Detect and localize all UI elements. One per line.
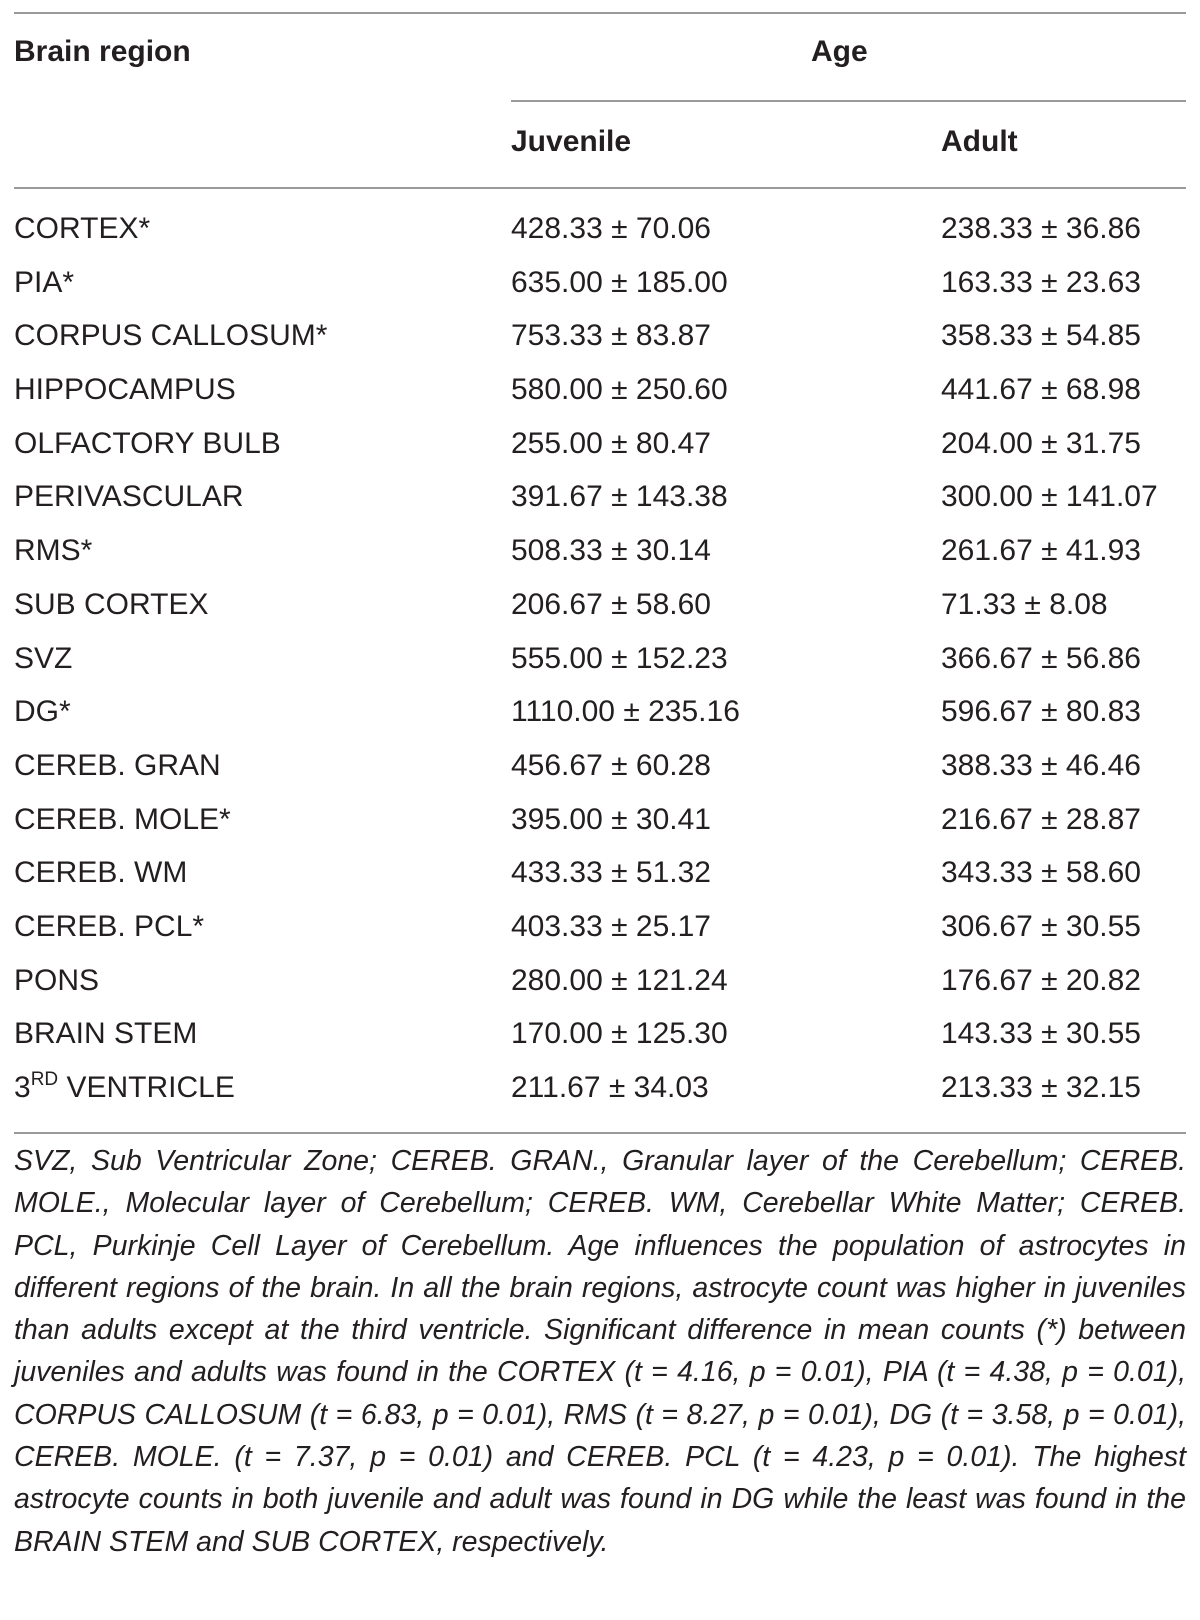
adult-cell: 388.33 ± 46.46 [941, 748, 1141, 782]
adult-cell: 213.33 ± 32.15 [941, 1071, 1141, 1104]
header-bottom-rule [14, 187, 1186, 189]
adult-cell: 306.67 ± 30.55 [941, 909, 1141, 943]
table-row [14, 309, 1186, 363]
juvenile-cell: 403.33 ± 25.17 [511, 909, 711, 943]
table-row [14, 632, 1186, 686]
table-row [14, 578, 1186, 632]
juvenile-cell: 255.00 ± 80.47 [511, 426, 711, 460]
table-body [14, 202, 1186, 1115]
table-row [14, 256, 1186, 310]
table-footnote: SVZ, Sub Ventricular Zone; CEREB. GRAN., Granular layer of the Cerebellum; CEREB. MOLE., Molecular layer of Cerebellum; CEREB. WM, Cerebellar White Matter; CEREB. PCL, Purkinje Cell Layer of Cerebellum. Age influences the population of astrocytes in different regions of the brain. In all the brain regions, astrocyte count was higher in juveniles than adults except at the third ventricle. Significant difference in mean counts (*) between juveniles and adults was found in the CORTEX (t = 4.16, p = 0.01), PIA (t = 4.38, p = 0.01), CORPUS CALLOSUM (t = 6.83, p = 0.01), RMS (t = 8.27, p = 0.01), DG (t = 3.58, p = 0.01), CEREB. MOLE. (t = 7.37, p = 0.01) and CEREB. PCL (t = 4.23, p = 0.01). The highest astrocyte counts in both juvenile and adult was found in DG while the least was found in the BRAIN STEM and SUB CORTEX, respectively. [14, 1145, 1186, 1558]
adult-cell: 216.67 ± 28.87 [941, 802, 1141, 836]
table-row [14, 793, 1186, 847]
region-cell: CORPUS CALLOSUM* [14, 319, 328, 353]
adult-cell: 358.33 ± 54.85 [941, 319, 1141, 353]
adult-cell: 596.67 ± 80.83 [941, 695, 1141, 729]
region-ordinal-number: 3 [14, 1071, 31, 1104]
juvenile-cell: 280.00 ± 121.24 [511, 963, 728, 997]
region-cell: PIA* [14, 265, 75, 299]
adult-cell: 71.33 ± 8.08 [941, 587, 1108, 621]
juvenile-cell: 211.67 ± 34.03 [511, 1071, 709, 1104]
adult-cell: 441.67 ± 68.98 [941, 373, 1141, 407]
region-cell: RMS* [14, 534, 93, 568]
table-row [14, 470, 1186, 524]
region-cell: CEREB. WM [14, 856, 188, 890]
juvenile-cell: 428.33 ± 70.06 [511, 212, 711, 245]
table-row [14, 524, 1186, 578]
juvenile-cell: 170.00 ± 125.30 [511, 1017, 728, 1051]
region-cell: DG* [14, 695, 71, 729]
header-brain-region: Brain region [14, 35, 191, 68]
adult-cell: 176.67 ± 20.82 [941, 963, 1141, 997]
juvenile-cell: 395.00 ± 30.41 [511, 802, 711, 836]
region-cell: PERIVASCULAR [14, 480, 244, 514]
juvenile-cell: 753.33 ± 83.87 [511, 319, 711, 353]
region-cell [14, 1061, 235, 1115]
juvenile-cell: 635.00 ± 185.00 [511, 265, 728, 299]
adult-cell: 261.67 ± 41.93 [941, 534, 1141, 568]
juvenile-cell: 1110.00 ± 235.16 [511, 695, 740, 729]
juvenile-cell: 555.00 ± 152.23 [511, 641, 728, 675]
adult-cell: 343.33 ± 58.60 [941, 856, 1141, 890]
juvenile-cell: 508.33 ± 30.14 [511, 534, 711, 568]
adult-cell: 204.00 ± 31.75 [941, 426, 1141, 460]
table-row [14, 954, 1186, 1008]
region-cell: HIPPOCAMPUS [14, 373, 236, 407]
region-cell: CORTEX* [14, 212, 151, 245]
table-row [14, 363, 1186, 417]
table-row [14, 417, 1186, 471]
region-name-rest: VENTRICLE [58, 1071, 235, 1104]
header-adult: Adult [941, 125, 1018, 158]
region-cell: CEREB. MOLE* [14, 802, 231, 836]
adult-cell: 238.33 ± 36.86 [941, 212, 1141, 245]
table-row [14, 1061, 1186, 1115]
table-row [14, 900, 1186, 954]
header-juvenile: Juvenile [511, 125, 632, 158]
region-cell: CEREB. PCL* [14, 909, 205, 943]
region-cell: PONS [14, 963, 100, 997]
adult-cell: 163.33 ± 23.63 [941, 265, 1141, 299]
region-cell: OLFACTORY BULB [14, 426, 281, 460]
juvenile-cell: 456.67 ± 60.28 [511, 748, 711, 782]
juvenile-cell: 206.67 ± 58.60 [511, 587, 711, 621]
table-row [14, 739, 1186, 793]
juvenile-cell: 391.67 ± 143.38 [511, 480, 728, 514]
table-bottom-rule [14, 1132, 1186, 1134]
region-cell: CEREB. GRAN [14, 748, 221, 782]
region-cell: BRAIN STEM [14, 1017, 198, 1051]
adult-cell: 143.33 ± 30.55 [941, 1017, 1141, 1051]
region-cell: SVZ [14, 641, 73, 675]
header-age: Age [811, 35, 868, 68]
table-row [14, 846, 1186, 900]
table-row [14, 685, 1186, 739]
region-cell: SUB CORTEX [14, 587, 209, 621]
juvenile-cell: 433.33 ± 51.32 [511, 856, 711, 890]
juvenile-cell: 580.00 ± 250.60 [511, 373, 728, 407]
table-row [14, 1007, 1186, 1061]
adult-cell: 300.00 ± 141.07 [941, 480, 1158, 514]
table-row [14, 202, 1186, 256]
region-ordinal-suffix: RD [30, 1069, 59, 1090]
age-header-rule [511, 100, 1186, 102]
adult-cell: 366.67 ± 56.86 [941, 641, 1141, 675]
table-top-rule [14, 12, 1186, 14]
